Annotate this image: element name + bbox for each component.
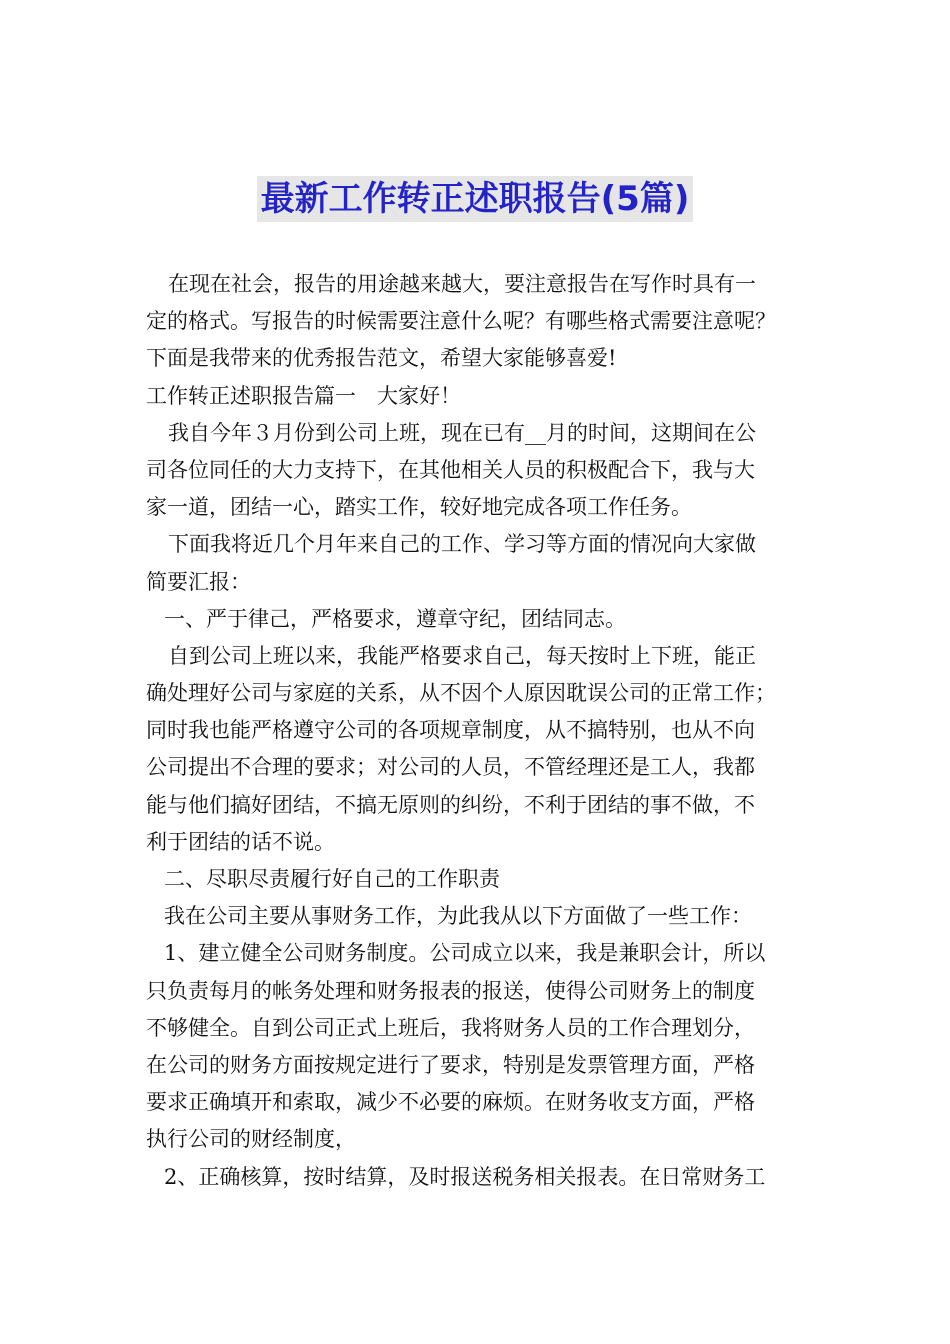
body-line: 司各位同任的大力支持下，在其他相关人员的积极配合下，我与大 <box>146 457 755 482</box>
section-heading: 工作转正述职报告篇一 大家好！ <box>146 383 461 408</box>
body-line: 只负责每月的帐务处理和财务报表的报送，使得公司财务上的制度 <box>146 978 755 1003</box>
body-line: 家一道，团结一心，踏实工作，较好地完成各项工作任务。 <box>146 495 692 520</box>
body-line: 定的格式。写报告的时候需要注意什么呢？有哪些格式需要注意呢？ <box>146 309 776 334</box>
body-line: 不够健全。自到公司正式上班后，我将财务人员的工作合理划分， <box>146 1015 755 1040</box>
body-line: 公司提出不合理的要求；对公司的人员，不管经理还是工人，我都 <box>146 755 755 780</box>
body-line: 确处理好公司与家庭的关系，从不因个人原因耽误公司的正常工作； <box>146 681 776 706</box>
body-line: 1、建立健全公司财务制度。公司成立以来，我是兼职会计，所以 <box>164 941 766 966</box>
body-line: 自到公司上班以来，我能严格要求自己，每天按时上下班，能正 <box>168 643 756 668</box>
body-line: 能与他们搞好团结，不搞无原则的纠纷，不利于团结的事不做，不 <box>146 792 755 817</box>
body-line: 下面是我带来的优秀报告范文，希望大家能够喜爱! <box>146 346 617 371</box>
body-line: 在现在社会，报告的用途越来越大，要注意报告在写作时具有一 <box>168 272 756 296</box>
body-line: 下面我将近几个月年来自己的工作、学习等方面的情况向大家做 <box>168 532 756 557</box>
subheading-line: 一、严于律己，严格要求，遵章守纪，团结同志。 <box>164 606 626 631</box>
body-line: 同时我也能严格遵守公司的各项规章制度，从不搞特别，也从不向 <box>146 718 755 743</box>
body-line: 利于团结的话不说。 <box>146 829 335 854</box>
body-line: 执行公司的财经制度， <box>146 1127 356 1152</box>
body-line: 简要汇报： <box>146 569 251 594</box>
body-line: 我自今年３月份到公司上班，现在已有__月的时间，这期间在公 <box>168 420 756 445</box>
subheading-line: 二、尽职尽责履行好自己的工作职责 <box>164 867 500 891</box>
title-container <box>0 176 950 222</box>
body-line: 要求正确填开和索取，减少不必要的麻烦。在财务收支方面，严格 <box>146 1090 755 1115</box>
body-line: 在公司的财务方面按规定进行了要求，特别是发票管理方面，严格 <box>146 1052 755 1077</box>
body-line: 2、正确核算，按时结算，及时报送税务相关报表。在日常财务工 <box>164 1164 766 1189</box>
document-body <box>146 266 810 1196</box>
document-title: 最新工作转正述职报告(5篇) <box>257 176 694 222</box>
body-line: 我在公司主要从事财务工作，为此我从以下方面做了一些工作： <box>164 904 752 929</box>
